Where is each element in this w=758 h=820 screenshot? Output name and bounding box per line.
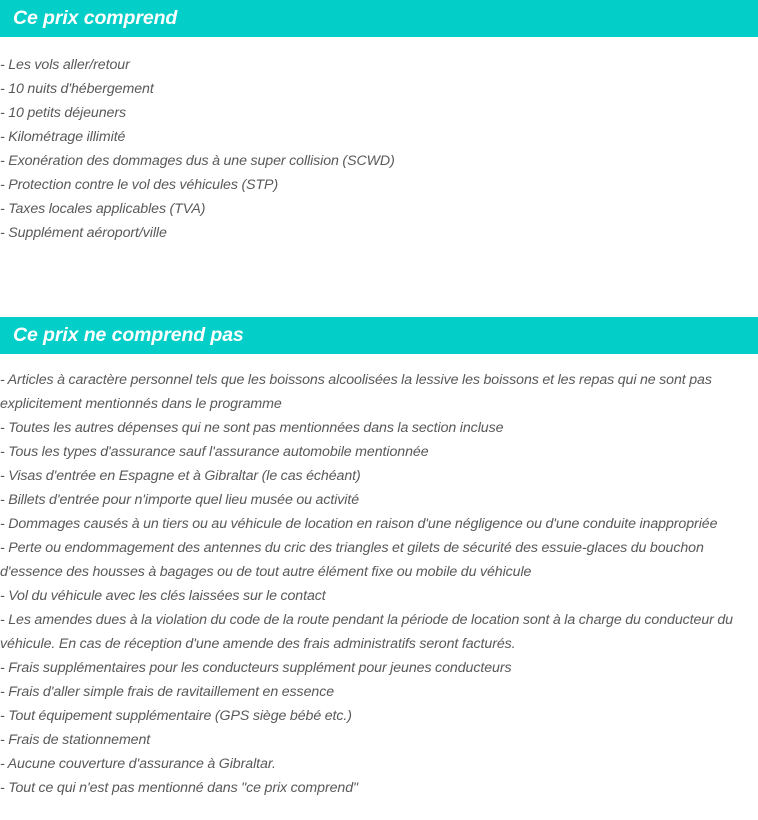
list-item: - Tous les types d'assurance sauf l'assurance automobile mentionnée (0, 444, 429, 460)
section-spacer (0, 245, 758, 317)
list-item: - Aucune couverture d'assurance à Gibraltar. (0, 756, 276, 772)
list-item: - Supplément aéroport/ville (0, 225, 167, 241)
list-item: - Tout ce qui n'est pas mentionné dans "ce prix comprend" (0, 780, 359, 796)
list-item: - Vol du véhicule avec les clés laissées sur le contact (0, 588, 326, 604)
section-header-excluded (0, 317, 758, 354)
list-item: - Taxes locales applicables (TVA) (0, 201, 206, 217)
list-item: - Frais de stationnement (0, 732, 151, 748)
section-list-excluded (0, 354, 758, 800)
list-item: - Les vols aller/retour (0, 57, 130, 73)
list-item: - Billets d'entrée pour n'importe quel lieu musée ou activité (0, 492, 360, 508)
list-item: - Protection contre le vol des véhicules (STP) (0, 177, 279, 193)
list-item: - Frais d'aller simple frais de ravitaillement en essence (0, 684, 335, 700)
list-item: - Articles à caractère personnel tels que les boissons alcoolisées la lessive les boissons et les repas qui ne sont pas explicitement mentionnés dans le programme (0, 372, 712, 412)
section-excluded (0, 317, 758, 800)
section-header-included (0, 0, 758, 37)
list-item: - 10 nuits d'hébergement (0, 81, 154, 97)
section-list-included (0, 37, 758, 245)
list-item: - Tout équipement supplémentaire (GPS siège bébé etc.) (0, 708, 352, 724)
list-item: - Les amendes dues à la violation du code de la route pendant la période de location sont à la charge du conducteur du véhicule. En cas de réception d'une amende des frais administratifs seront facturés. (0, 612, 733, 652)
list-item: - 10 petits déjeuners (0, 105, 126, 121)
list-item: - Frais supplémentaires pour les conducteurs supplément pour jeunes conducteurs (0, 660, 512, 676)
list-item: - Perte ou endommagement des antennes du cric des triangles et gilets de sécurité des essuie-glaces du bouchon d'essence des housses à bagages ou de tout autre élément fixe ou mobile du véhicule (0, 540, 704, 580)
section-title-included: Ce prix comprend (13, 6, 178, 29)
list-item: - Visas d'entrée en Espagne et à Gibraltar (le cas échéant) (0, 468, 361, 484)
list-item: - Toutes les autres dépenses qui ne sont pas mentionnées dans la section incluse (0, 420, 504, 436)
section-title-excluded: Ce prix ne comprend pas (13, 323, 244, 346)
list-item: - Kilométrage illimité (0, 129, 126, 145)
list-item: - Exonération des dommages dus à une super collision (SCWD) (0, 153, 395, 169)
list-item: - Dommages causés à un tiers ou au véhicule de location en raison d'une négligence ou d'une conduite inappropriée (0, 516, 718, 532)
section-included (0, 0, 758, 245)
